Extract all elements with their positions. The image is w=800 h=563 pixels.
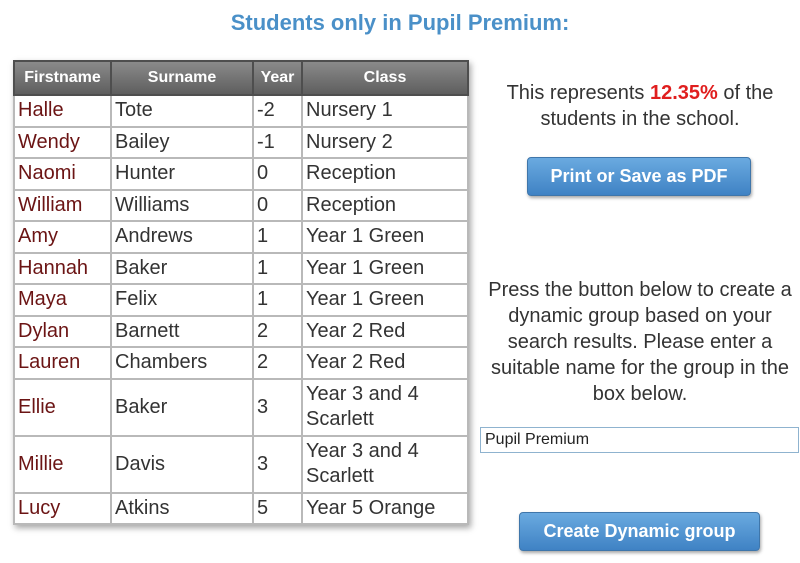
cell-class: Year 2 Red <box>302 316 468 348</box>
cell-firstname: Hannah <box>14 253 111 285</box>
cell-surname: Williams <box>111 190 253 222</box>
table-header-row <box>14 61 468 95</box>
cell-surname: Baker <box>111 253 253 285</box>
table-row <box>14 158 468 190</box>
cell-surname: Baker <box>111 379 253 436</box>
create-dynamic-group-button[interactable]: Create Dynamic group <box>519 512 760 551</box>
cell-surname: Hunter <box>111 158 253 190</box>
cell-surname: Andrews <box>111 221 253 253</box>
table-row <box>14 316 468 348</box>
cell-class: Nursery 1 <box>302 95 468 127</box>
table-row <box>14 190 468 222</box>
cell-firstname: William <box>14 190 111 222</box>
table-row <box>14 347 468 379</box>
cell-surname: Barnett <box>111 316 253 348</box>
cell-firstname: Lucy <box>14 493 111 525</box>
cell-class: Year 3 and 4 Scarlett <box>302 379 468 436</box>
cell-year: 0 <box>253 158 302 190</box>
students-table <box>13 60 469 525</box>
table-row <box>14 436 468 493</box>
cell-class: Reception <box>302 158 468 190</box>
cell-year: -2 <box>253 95 302 127</box>
table-row <box>14 379 468 436</box>
cell-year: 2 <box>253 347 302 379</box>
cell-firstname: Millie <box>14 436 111 493</box>
cell-surname: Atkins <box>111 493 253 525</box>
cell-year: 0 <box>253 190 302 222</box>
group-name-input[interactable] <box>480 427 799 453</box>
cell-class: Year 3 and 4 Scarlett <box>302 436 468 493</box>
cell-firstname: Halle <box>14 95 111 127</box>
cell-class: Reception <box>302 190 468 222</box>
percentage-value: 12.35% <box>649 82 718 104</box>
cell-year: 1 <box>253 221 302 253</box>
cell-firstname: Amy <box>14 221 111 253</box>
percentage-statement <box>480 80 800 132</box>
print-save-pdf-button[interactable]: Print or Save as PDF <box>527 157 751 196</box>
cell-class: Year 2 Red <box>302 347 468 379</box>
cell-surname: Bailey <box>111 127 253 159</box>
cell-firstname: Naomi <box>14 158 111 190</box>
statement-suffix: of the students in the school. <box>540 82 774 130</box>
students-table-container <box>13 60 469 525</box>
cell-firstname: Lauren <box>14 347 111 379</box>
cell-year: 5 <box>253 493 302 525</box>
statement-prefix: This represents <box>506 82 650 104</box>
cell-surname: Felix <box>111 284 253 316</box>
cell-class: Nursery 2 <box>302 127 468 159</box>
cell-firstname: Ellie <box>14 379 111 436</box>
cell-surname: Tote <box>111 95 253 127</box>
cell-year: -1 <box>253 127 302 159</box>
cell-class: Year 5 Orange <box>302 493 468 525</box>
cell-surname: Davis <box>111 436 253 493</box>
cell-year: 1 <box>253 284 302 316</box>
table-row <box>14 127 468 159</box>
cell-year: 2 <box>253 316 302 348</box>
group-instructions: Press the button below to create a dynamic group based on your search results. Please enter a suitable name for the group in the box below. <box>488 279 792 405</box>
cell-firstname: Dylan <box>14 316 111 348</box>
page-title: Students only in Pupil Premium: <box>230 10 570 35</box>
cell-year: 3 <box>253 436 302 493</box>
header-firstname[interactable]: Firstname <box>14 61 111 95</box>
table-row <box>14 493 468 525</box>
header-year[interactable]: Year <box>253 61 302 95</box>
table-row <box>14 221 468 253</box>
header-surname[interactable]: Surname <box>111 61 253 95</box>
cell-year: 3 <box>253 379 302 436</box>
cell-surname: Chambers <box>111 347 253 379</box>
cell-class: Year 1 Green <box>302 284 468 316</box>
table-row <box>14 95 468 127</box>
table-row <box>14 253 468 285</box>
cell-year: 1 <box>253 253 302 285</box>
cell-firstname: Wendy <box>14 127 111 159</box>
table-row <box>14 284 468 316</box>
cell-firstname: Maya <box>14 284 111 316</box>
cell-class: Year 1 Green <box>302 221 468 253</box>
header-class[interactable]: Class <box>302 61 468 95</box>
cell-class: Year 1 Green <box>302 253 468 285</box>
